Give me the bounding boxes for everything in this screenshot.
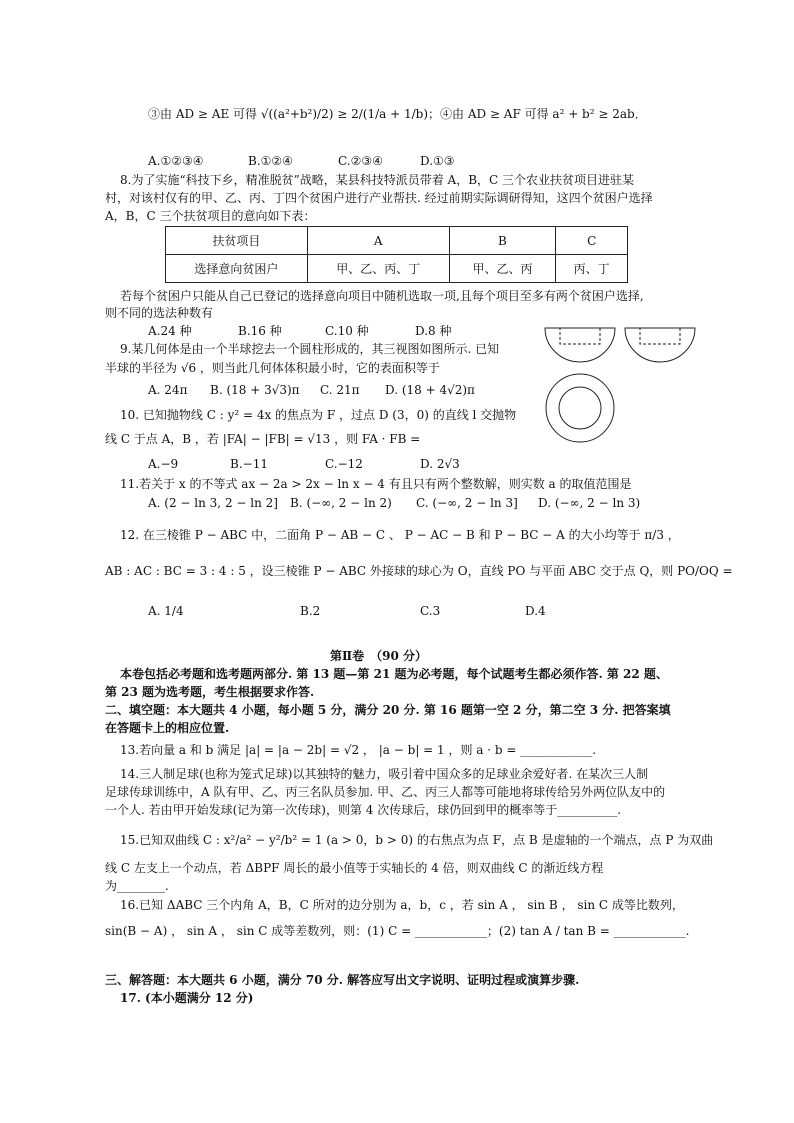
q7-option-d: D.①③ [420, 154, 455, 168]
fill-section-note: 在答题卡上的相应位置. [105, 721, 230, 735]
q14-line2: 足球传球训练中，A 队有甲、乙、丙三名队员参加. 甲、乙、丙三人都等可能地将球传给另外两位队友中的 [105, 785, 666, 799]
side-view [625, 328, 695, 362]
q11-line1: 11.若关于 x 的不等式 ax − 2a > 2x − ln x − 4 有且只有两个整数解，则实数 a 的取值范围是 [120, 477, 632, 491]
q12-line1: 12. 在三棱锥 P − ABC 中，二面角 P − AB − C 、 P − AC − B 和 P − BC − A 的大小均等于 π/3 ， [120, 528, 680, 542]
q11-option-a: A. (2 − ln 3, 2 − ln 2] [148, 496, 278, 510]
q13-line: 13.若向量 a 和 b 满足 |a| = |a − 2b| = √2 ， |a − b| = 1 ，则 a · b = ____________. [120, 743, 597, 757]
q7-option-b: B.①②④ [248, 154, 293, 168]
table-cell: 丙、丁 [556, 255, 628, 283]
fill-section-title: 二、填空题：本大题共 4 小题，每小题 5 分，满分 20 分. 第 16 题第一空 2 分，第二空 3 分. 把答案填 [105, 703, 671, 717]
q14-line1: 14.三人制足球(也称为笼式足球)以其独特的魅力，吸引着中国众多的足球业余爱好者. 在某次三人制 [120, 767, 649, 781]
q9-option-b: B. (18 + 3√3)π [210, 383, 300, 397]
q7-option-c: C.②③④ [338, 154, 383, 168]
q9-option-d: D. (18 + 4√2)π [385, 383, 475, 397]
q8-line3: A，B，C 三个扶贫项目的意向如下表： [105, 209, 316, 223]
table-cell: 扶贫项目 [166, 227, 308, 255]
q12-option-a: A. 1/4 [148, 604, 184, 618]
q10-option-c: C.−12 [325, 457, 363, 471]
q15-line2: 线 C 左支上一个动点，若 ΔBPF 周长的最小值等于实轴长的 4 倍，则双曲线 C 的渐近线方程 [105, 861, 604, 875]
q16-line2: sin(B − A) ， sin A ， sin C 成等差数列，则：(1) C = ____________；(2) tan A / tan B = ____________. [105, 924, 690, 938]
q15-line1: 15.已知双曲线 C : x²/a² − y²/b² = 1 (a > 0，b > 0) 的右焦点为点 F，点 B 是虚轴的一个端点，点 P 为双曲 [120, 833, 714, 847]
q9-line2: 半球的半径为 √6 ，则当此几何体体积最小时，它的表面积等于 [105, 361, 440, 375]
part2-title: 第Ⅱ卷 （90 分） [330, 649, 427, 663]
q8-line4: 若每个贫困户只能从自己已登记的选择意向项目中随机选取一项,且每个项目至多有两个贫困户选择, [120, 289, 644, 303]
q8-option-d: D.8 种 [415, 324, 452, 338]
q16-line1: 16.已知 ΔABC 三个内角 A，B，C 所对的边分别为 a，b，c ，若 sin A ， sin B ， sin C 成等比数列， [120, 898, 684, 912]
table-cell: C [556, 227, 628, 255]
q7-option-a: A.①②③④ [148, 154, 204, 168]
table-cell: 甲、乙、丙、丁 [307, 255, 449, 283]
q12-option-b: B.2 [300, 604, 321, 618]
q8-line2: 村，对该村仅有的甲、乙、丙、丁四个贫困户进行产业帮扶. 经过前期实际调研得知，这四个贫困户选择 [105, 191, 653, 205]
q8-line1: 8.为了实施“科技下乡，精准脱贫”战略，某县科技特派员带着 A，B，C 三个农业扶贫项目进驻某 [120, 173, 635, 187]
front-view [545, 328, 615, 362]
q11-option-c: C. (−∞, 2 − ln 3] [416, 496, 518, 510]
q8-option-c: C.10 种 [325, 324, 369, 338]
top-view [546, 374, 614, 442]
q14-line3: 一个人. 若由甲开始发球(记为第一次传球)，则第 4 次传球后，球仍回到甲的概率等于__________. [105, 803, 622, 817]
q10-option-a: A.−9 [148, 457, 179, 471]
table-cell: B [449, 227, 556, 255]
part2-note2: 第 23 题为选考题，考生根据要求作答. [105, 685, 315, 699]
q12-option-d: D.4 [525, 604, 546, 618]
q10-line1: 10. 已知抛物线 C : y² = 4x 的焦点为 F ，过点 D (3，0) 的直线 l 交抛物 [120, 408, 517, 422]
q12-line2: AB : AC : BC = 3 : 4 : 5 ，设三棱锥 P − ABC 外接球的球心为 O，直线 PO 与平面 ABC 交于点 Q，则 PO/OQ = [105, 564, 733, 578]
q8-option-a: A.24 种 [148, 324, 192, 338]
solution-section-title: 三、解答题：本大题共 6 小题，满分 70 分. 解答应写出文字说明、证明过程或演算步骤. [105, 973, 580, 987]
q8-line5: 则不同的选法种数有 [105, 306, 214, 320]
table-cell: A [307, 227, 449, 255]
q9-line1: 9.某几何体是由一个半球挖去一个圆柱形成的，其三视图如图所示. 已知 [120, 342, 500, 356]
part2-note1: 本卷包括必考题和选考题两部分. 第 13 题—第 21 题为必考题，每个试题考生都必须作答. 第 22 题、 [120, 667, 668, 681]
three-view-figure [540, 322, 700, 452]
q11-option-b: B. (−∞, 2 − ln 2) [290, 496, 392, 510]
q10-option-d: D. 2√3 [420, 457, 460, 471]
q9-option-c: C. 21π [320, 383, 360, 397]
q8-option-b: B.16 种 [238, 324, 282, 338]
q10-line2: 线 C 于点 A，B ，若 |FA| − |FB| = √13 ，则 FA · FB = [105, 432, 421, 446]
q7-line: ③由 AD ≥ AE 可得 √((a²+b²)/2) ≥ 2/(1/a + 1/b)；④由 AD ≥ AF 可得 a² + b² ≥ 2ab． [148, 107, 647, 121]
q17-heading: 17. (本小题满分 12 分) [120, 991, 254, 1005]
q11-option-d: D. (−∞, 2 − ln 3) [538, 496, 641, 510]
q8-table-header-row [166, 227, 628, 255]
q15-line3: 为________. [105, 879, 169, 893]
q8-table-row [166, 255, 628, 283]
table-cell: 选择意向贫困户 [166, 255, 308, 283]
q9-option-a: A. 24π [148, 383, 188, 397]
q10-option-b: B.−11 [230, 457, 268, 471]
q8-table [165, 226, 628, 283]
table-cell: 甲、乙、丙 [449, 255, 556, 283]
q12-option-c: C.3 [420, 604, 441, 618]
